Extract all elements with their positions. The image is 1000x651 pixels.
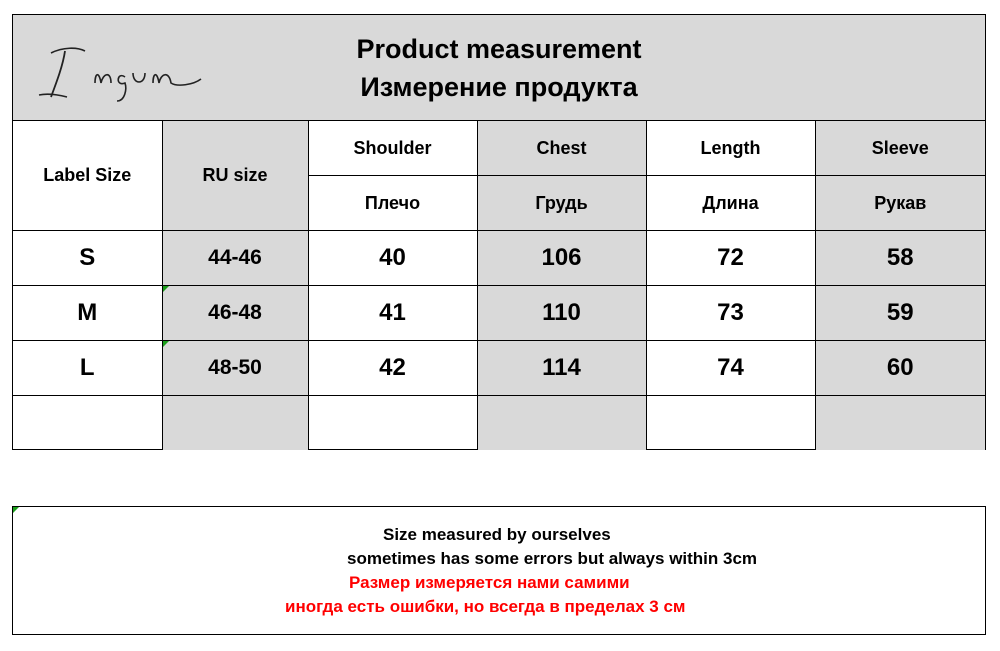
- cell-sleeve: 59: [815, 286, 985, 341]
- header-shoulder: Shoulder: [308, 121, 477, 176]
- note-line-english-2: sometimes has some errors but always within 3cm: [347, 549, 758, 568]
- cell-chest: 110: [477, 286, 646, 341]
- header-length: Length: [646, 121, 815, 176]
- cell-chest: 114: [477, 341, 646, 396]
- note-line-russian-2: иногда есть ошибки, но всегда в пределах 3 см: [285, 597, 686, 616]
- cell-shoulder: 42: [308, 341, 477, 396]
- header-label-size: Label Size: [13, 121, 162, 231]
- table-row: [13, 231, 985, 286]
- cell-ru-size: 44-46: [162, 231, 308, 286]
- title-english: Product measurement: [356, 34, 642, 64]
- title-russian: Измерение продукта: [360, 72, 638, 102]
- table-header-row: [13, 121, 985, 176]
- cell-empty: [13, 396, 162, 451]
- table-row: [13, 286, 985, 341]
- cell-sleeve: 58: [815, 231, 985, 286]
- note-line-english-1: Size measured by ourselves: [383, 525, 611, 544]
- cell-ru-size: 46-48: [162, 286, 308, 341]
- note-line-russian-1: Размер измеряется нами самими: [349, 573, 630, 592]
- measurement-sheet: [12, 14, 986, 450]
- header-ru-size: RU size: [162, 121, 308, 231]
- header-sleeve: Sleeve: [815, 121, 985, 176]
- cell-length: 73: [646, 286, 815, 341]
- cell-empty: [308, 396, 477, 451]
- size-table: [13, 121, 985, 450]
- cell-chest: 106: [477, 231, 646, 286]
- cell-label-size: M: [13, 286, 162, 341]
- table-row-empty: [13, 396, 985, 451]
- cell-length: 72: [646, 231, 815, 286]
- table-row: [13, 341, 985, 396]
- measurement-note: [12, 506, 986, 635]
- cell-empty: [646, 396, 815, 451]
- subheader-shoulder-ru: Плечо: [308, 176, 477, 231]
- sheet-header: [13, 15, 985, 121]
- cell-empty: [162, 396, 308, 451]
- header-chest: Chest: [477, 121, 646, 176]
- cell-empty: [477, 396, 646, 451]
- cell-empty: [815, 396, 985, 451]
- cell-shoulder: 41: [308, 286, 477, 341]
- subheader-length-ru: Длина: [646, 176, 815, 231]
- subheader-sleeve-ru: Рукав: [815, 176, 985, 231]
- subheader-chest-ru: Грудь: [477, 176, 646, 231]
- cell-shoulder: 40: [308, 231, 477, 286]
- cell-length: 74: [646, 341, 815, 396]
- cell-ru-size: 48-50: [162, 341, 308, 396]
- cell-sleeve: 60: [815, 341, 985, 396]
- cell-label-size: L: [13, 341, 162, 396]
- cell-label-size: S: [13, 231, 162, 286]
